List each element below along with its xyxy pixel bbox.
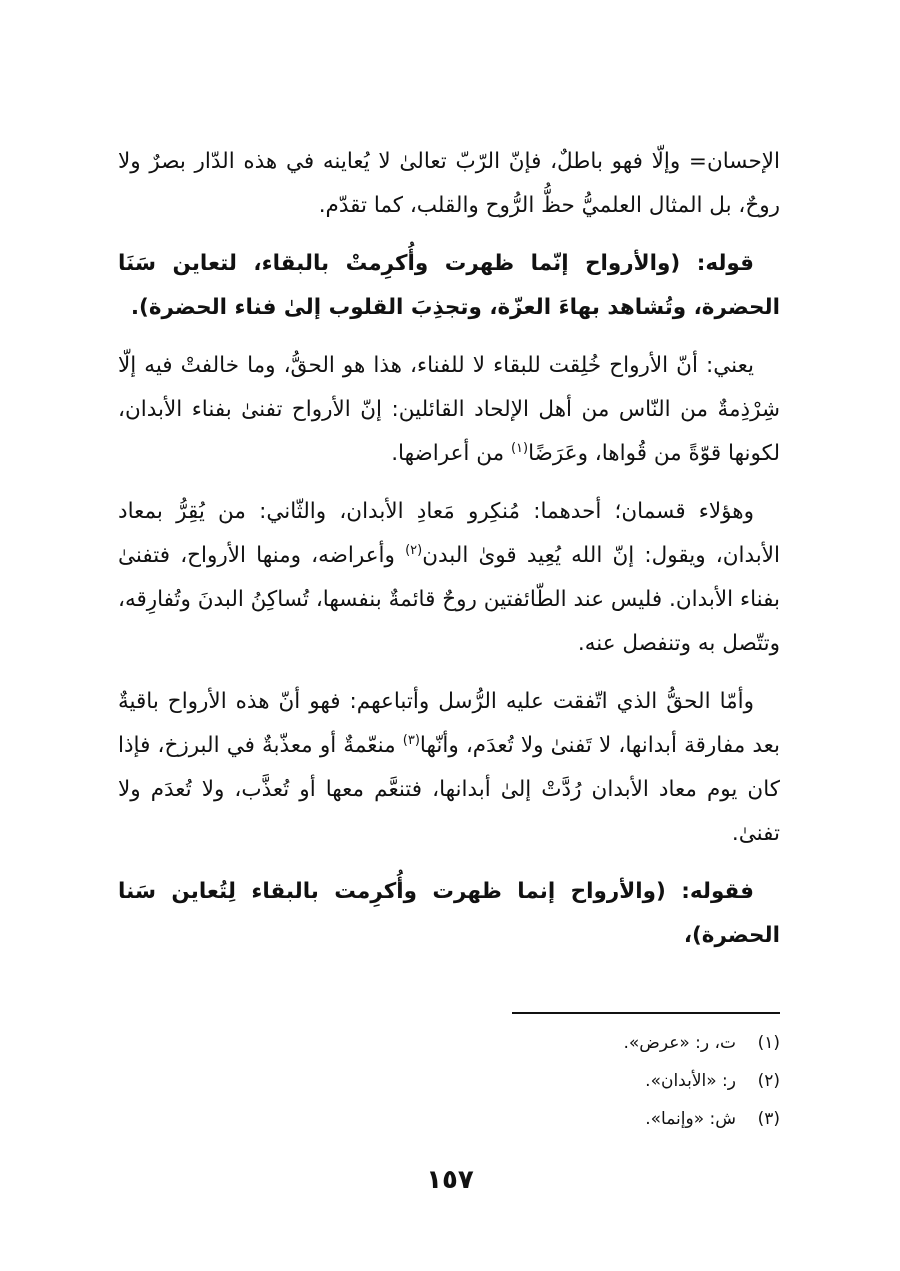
footnote-ref-1: (١) [510,440,529,456]
footnote-ref-3: (٣) [402,732,420,748]
paragraph-2-lead: قوله: [680,251,754,276]
paragraph-6-lead: فقوله: [665,879,754,904]
paragraph-3-text-a: يعني: أنّ الأرواح خُلِقت للبقاء لا للفناء، هذا هو الحقُّ، وما خالفتْ فيه إلّا شِرْذِمةٌ من النّاس من أهل الإلحاد القائلين: إنّ الأرواح تفنىٰ بفناء الأبدان، لكونها قوّةً من قُواها، وعَرَضًا [118,353,780,466]
footnotes [118,1024,780,1138]
footnote-ref-2: (٢) [405,542,423,558]
footnote-3-text: ش: «وإنما». [645,1109,736,1129]
paragraph-4-text-b: وأعراضه، ومنها الأرواح، فتفنىٰ بفناء الأبدان. فليس عند الطّائفتين روحٌ قائمةٌ بنفسها، تُساكِنُ البدنَ وتُفارِقه، وتتّصل به وتنفصل عنه. [118,543,780,656]
footnote-1-number: (١) [757,1033,780,1053]
footnote-2-number: (٢) [757,1071,780,1091]
footnote-1 [118,1024,780,1062]
paragraph-6-quote [118,870,780,958]
paragraph-1 [118,140,780,228]
paragraph-6-text: (والأرواح إنما ظهرت وأُكرِمت بالبقاء لِتُعاين سَنا الحضرة)، [118,879,780,948]
paragraph-4-text-a: وهؤلاء قسمان؛ أحدهما: مُنكِرو مَعادِ الأبدان، والثّاني: من يُقِرُّ بمعاد الأبدان، ويقول: إنّ الله يُعِيد قوىٰ البدن [118,499,780,568]
page-number: ١٥٧ [426,1165,474,1195]
paragraph-1-text: الإحسان= وإلّا فهو باطلٌ، فإنّ الرّبّ تعالىٰ لا يُعاينه في هذه الدّار بصرٌ ولا روحٌ، بل المثال العلميُّ حظُّ الرُّوح والقلب، كما تقدّم. [118,149,780,218]
footnote-2 [118,1062,780,1100]
footnote-separator [512,1012,780,1014]
paragraph-2-text: (والأرواح إنّما ظهرت وأُكرِمتْ بالبقاء، لتعاين سَنَا الحضرة، وتُشاهد بهاءَ العزّة، وتجذِبَ القلوب إلىٰ فناء الحضرة). [118,251,780,320]
paragraph-2-quote [118,242,780,330]
paragraph-5 [118,680,780,856]
footnote-1-text: ت، ر: «عرض». [623,1033,736,1053]
paragraph-5-text-a: وأمّا الحقُّ الذي اتّفقت عليه الرُّسل وأتباعهم: فهو أنّ هذه الأرواح باقيةٌ بعد مفارقة أبدانها، لا تَفنىٰ ولا تُعدَم، وأنّها [118,689,781,758]
paragraph-5-text-b: منعّمةٌ أو معذّبةٌ في البرزخ، فإذا كان يوم معاد الأبدان رُدَّتْ إلىٰ أبدانها، فتنعَّم معها أو تُعذَّب، ولا تُعدَم ولا تفنىٰ. [118,733,780,846]
paragraph-3-text-b: من أعراضها. [391,441,511,466]
paragraph-4 [118,490,780,666]
footnote-3-number: (٣) [757,1109,780,1129]
footnote-2-text: ر: «الأبدان». [645,1071,736,1091]
paragraph-3 [118,344,780,476]
page-body [118,140,780,972]
footnote-3 [118,1100,780,1138]
